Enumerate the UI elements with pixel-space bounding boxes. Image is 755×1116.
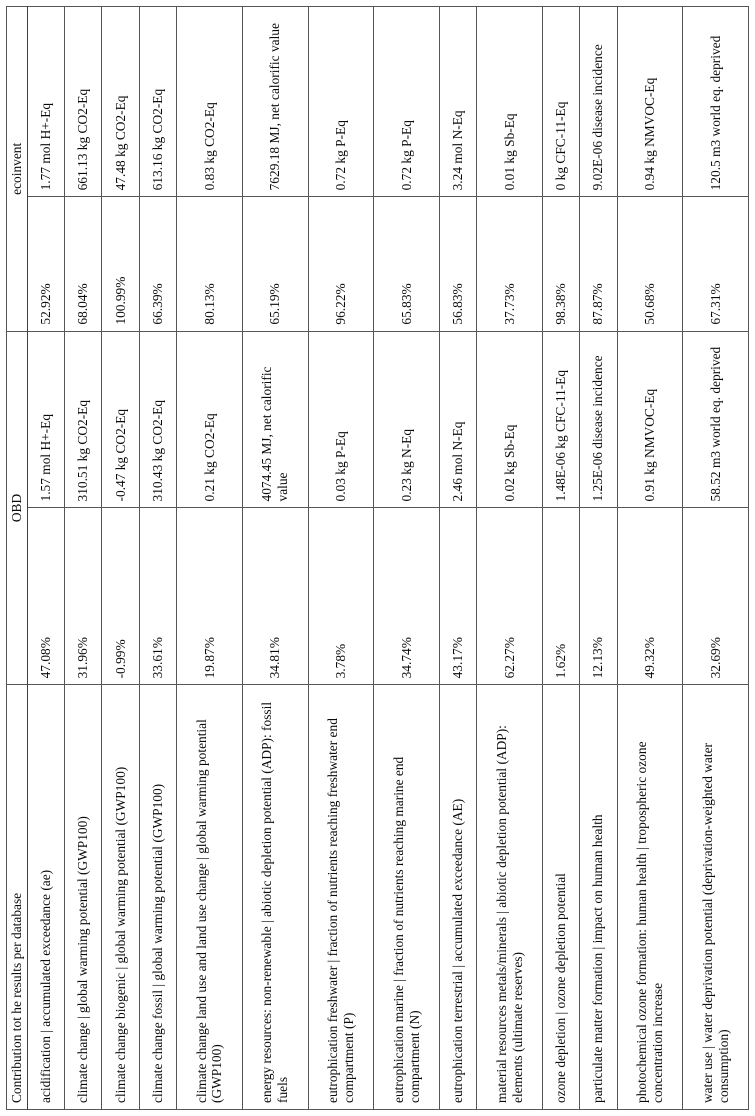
table-row [177, 7, 243, 1110]
obd-value: 1.48E-06 kg CFC-11-Eq [542, 331, 579, 508]
impact-category-label: eutrophication terrestrial | accumulated exceedance (AE) [439, 685, 476, 1110]
ecoinvent-value: 1.77 mol H+-Eq [27, 7, 64, 197]
ecoinvent-value: 0.72 kg P-Eq [308, 7, 374, 197]
table-row [439, 7, 476, 1110]
ecoinvent-percentage: 65.83% [374, 197, 440, 331]
table-body [27, 7, 748, 1110]
impact-category-label: particulate matter formation | impact on human health [580, 685, 617, 1110]
impact-category-label: climate change | global warming potential (GWP100) [65, 685, 102, 1110]
ecoinvent-value: 47.48 kg CO2-Eq [102, 7, 139, 197]
obd-percentage: 32.69% [683, 508, 749, 685]
group-header-obd: OBD [7, 331, 28, 685]
impact-category-label: acidification | accumulated exceedance (ae) [27, 685, 64, 1110]
obd-percentage: 3.78% [308, 508, 374, 685]
obd-percentage: 47.08% [27, 508, 64, 685]
ecoinvent-value: 0.83 kg CO2-Eq [177, 7, 243, 197]
ecoinvent-value: 0.94 kg NMVOC-Eq [617, 7, 683, 197]
ecoinvent-value: 613.16 kg CO2-Eq [139, 7, 176, 197]
impact-category-label: ozone depletion | ozone depletion potential [542, 685, 579, 1110]
obd-percentage: 33.61% [139, 508, 176, 685]
ecoinvent-percentage: 80.13% [177, 197, 243, 331]
obd-value: 4074.45 MJ, net calorific value [242, 331, 308, 508]
obd-percentage: 62.27% [477, 508, 543, 685]
table-row [242, 7, 308, 1110]
ecoinvent-percentage: 66.39% [139, 197, 176, 331]
obd-value: 0.21 kg CO2-Eq [177, 331, 243, 508]
table-row [374, 7, 440, 1110]
impact-category-label: climate change biogenic | global warming potential (GWP100) [102, 685, 139, 1110]
obd-value: -0.47 kg CO2-Eq [102, 331, 139, 508]
obd-percentage: 49.32% [617, 508, 683, 685]
obd-value: 2.46 mol N-Eq [439, 331, 476, 508]
ecoinvent-value: 0 kg CFC-11-Eq [542, 7, 579, 197]
obd-value: 1.57 mol H+-Eq [27, 331, 64, 508]
ecoinvent-percentage: 56.83% [439, 197, 476, 331]
table-row [139, 7, 176, 1110]
obd-value: 0.02 kg Sb-Eq [477, 331, 543, 508]
impact-category-label: energy resources: non-renewable | abiotic depletion potential (ADP): fossil fuels [242, 685, 308, 1110]
ecoinvent-value: 120.5 m3 world eq. deprived [683, 7, 749, 197]
impact-category-label: material resources metals/minerals | abiotic depletion potential (ADP): elements (ultimate reserves) [477, 685, 543, 1110]
obd-percentage: 34.74% [374, 508, 440, 685]
table-header-row [7, 7, 28, 1110]
ecoinvent-value: 9.02E-06 disease incidence [580, 7, 617, 197]
table-row [580, 7, 617, 1110]
table-row [65, 7, 102, 1110]
obd-value: 0.23 kg N-Eq [374, 331, 440, 508]
obd-percentage: 31.96% [65, 508, 102, 685]
ecoinvent-percentage: 67.31% [683, 197, 749, 331]
ecoinvent-percentage: 98.38% [542, 197, 579, 331]
ecoinvent-percentage: 68.04% [65, 197, 102, 331]
obd-percentage: 43.17% [439, 508, 476, 685]
ecoinvent-value: 0.72 kg P-Eq [374, 7, 440, 197]
impact-category-label: climate change fossil | global warming potential (GWP100) [139, 685, 176, 1110]
ecoinvent-percentage: 100.99% [102, 197, 139, 331]
table-header [7, 7, 28, 1110]
ecoinvent-percentage: 37.73% [477, 197, 543, 331]
table-row [683, 7, 749, 1110]
table-title-cell: Contribution tot he results per database [7, 685, 28, 1110]
contribution-results-table [6, 6, 749, 1110]
ecoinvent-value: 661.13 kg CO2-Eq [65, 7, 102, 197]
obd-percentage: 19.87% [177, 508, 243, 685]
obd-value: 58.52 m3 world eq. deprived [683, 331, 749, 508]
table-row [102, 7, 139, 1110]
ecoinvent-percentage: 50.68% [617, 197, 683, 331]
obd-value: 310.43 kg CO2-Eq [139, 331, 176, 508]
ecoinvent-percentage: 96.22% [308, 197, 374, 331]
table-row [308, 7, 374, 1110]
ecoinvent-percentage: 65.19% [242, 197, 308, 331]
ecoinvent-value: 3.24 mol N-Eq [439, 7, 476, 197]
ecoinvent-value: 7629.18 MJ, net calorific value [242, 7, 308, 197]
ecoinvent-percentage: 52.92% [27, 197, 64, 331]
obd-value: 310.51 kg CO2-Eq [65, 331, 102, 508]
impact-category-label: climate change land use and land use change | global warming potential (GWP100) [177, 685, 243, 1110]
obd-value: 0.03 kg P-Eq [308, 331, 374, 508]
obd-percentage: -0.99% [102, 508, 139, 685]
impact-category-label: eutrophication marine | fraction of nutrients reaching marine end compartment (N) [374, 685, 440, 1110]
obd-percentage: 34.81% [242, 508, 308, 685]
impact-category-label: water use | water deprivation potential (deprivation-weighted water consumption) [683, 685, 749, 1110]
table-row [542, 7, 579, 1110]
obd-percentage: 1.62% [542, 508, 579, 685]
impact-category-label: photochemical ozone formation: human health | tropospheric ozone concentration increase [617, 685, 683, 1110]
obd-value: 1.25E-06 disease incidence [580, 331, 617, 508]
ecoinvent-value: 0.01 kg Sb-Eq [477, 7, 543, 197]
group-header-ecoinvent: ecoinvent [7, 7, 28, 332]
ecoinvent-percentage: 87.87% [580, 197, 617, 331]
impact-category-label: eutrophication freshwater | fraction of nutrients reaching freshwater end compartment (P) [308, 685, 374, 1110]
table-row [477, 7, 543, 1110]
obd-value: 0.91 kg NMVOC-Eq [617, 331, 683, 508]
table-row [27, 7, 64, 1110]
table-row [617, 7, 683, 1110]
obd-percentage: 12.13% [580, 508, 617, 685]
